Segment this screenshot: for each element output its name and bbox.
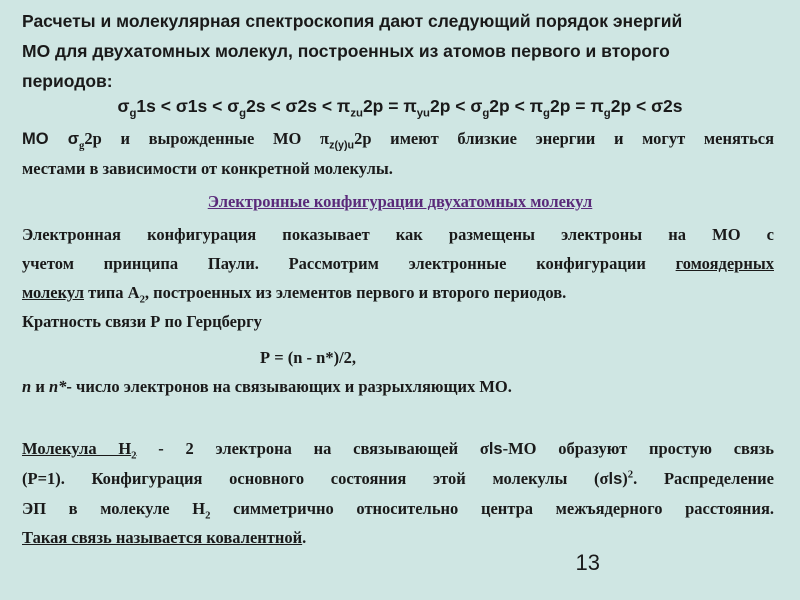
h2-paragraph [22, 434, 774, 552]
config-paragraph [22, 220, 774, 336]
config-line: учетом принципа Паули. Рассмотрим электронные конфигурации гомоядерных [22, 254, 774, 273]
h2-line: (Р=1). Конфигурация основного состояния этой молекулы $(\sigma ls)^2$. Распределение [22, 468, 774, 488]
config-line: Электронная конфигурация показывает как размещены электроны на МО с [22, 225, 774, 244]
h2-line: ЭП в молекуле $Н_2$ симметрично относительно центра межъядерного расстояния. [22, 499, 774, 522]
intro-line: МО для двухатомных молекул, построенных из атомов первого и второго [22, 41, 670, 61]
section-heading: Электронные конфигурации двухатомных молекул [207, 192, 593, 211]
bond-order-definition: n и n*- число электронов на связывающих и разрыхляющих МО. [22, 377, 512, 396]
intro-paragraph [22, 6, 778, 96]
h2-line: Молекула $Н_2 - 2$ электрона на связывающей σls-МО образуют простую связь [22, 439, 774, 462]
intro-line: периодов: [22, 71, 113, 91]
bond-order-title: Кратность связи Р по Герцбергу [22, 312, 262, 331]
molecules-link[interactable]: молекул [22, 283, 85, 302]
page-number: 13 [575, 550, 600, 575]
h2-molecule-link[interactable]: Молекула $Н_2$ [22, 439, 137, 462]
config-line: молекул типа $А_2$, построенных из элементов первого и второго периодов. [22, 283, 567, 306]
homonuclear-link[interactable]: гомоядерных [675, 254, 774, 273]
note-paragraph [22, 124, 774, 183]
note-line: МО $\sigma_g2p$ и вырожденные МО $\pi_{z(y)u}2p$ имеют близкие энергии и могут меняться [22, 129, 774, 152]
note-line: местами в зависимости от конкретной молекулы. [22, 159, 393, 178]
intro-line: Расчеты и молекулярная спектроскопия дают следующий порядок энергий [22, 11, 683, 31]
covalent-link[interactable]: Такая связь называется ковалентной [22, 528, 303, 547]
mo-energy-order: $\sigma_g1s < \sigma 1s < \sigma_g2s < \sigma 2s < \pi_{zu}2p = \pi_{yu}2p < \sigma_g2p < \pi_g2p = \pi_g2p < \sigma 2s$ [117, 96, 683, 120]
bond-order-formula: Р = (n - n*)/2, [260, 348, 357, 367]
h2-line: Такая связь называется ковалентной. [22, 528, 307, 547]
